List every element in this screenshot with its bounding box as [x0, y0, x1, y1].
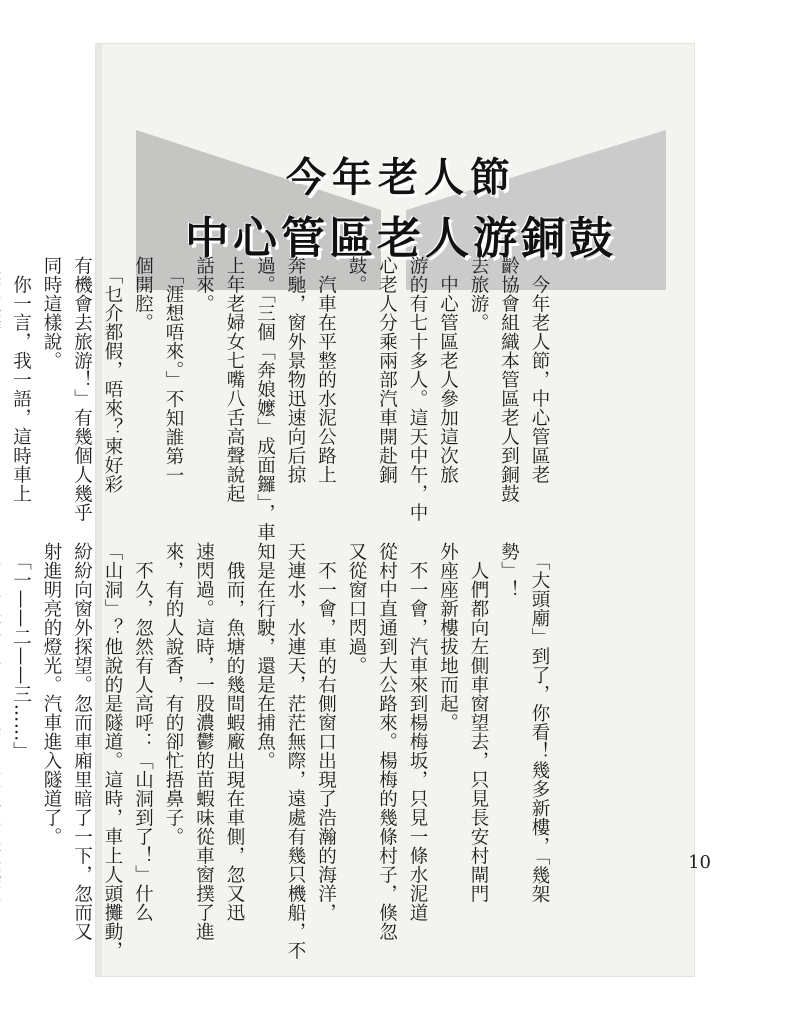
- text-column: 勢」！: [498, 542, 520, 599]
- text-column: 又從窗口閃過。: [346, 542, 367, 675]
- text-column: 鼓。: [346, 256, 367, 294]
- text-column: 「乜介都假，唔來？柬好彩: [102, 256, 123, 494]
- text-column: 不久，忽然有人高呼：「山洞到了！」什么: [132, 542, 154, 922]
- text-column: 同時這樣說。: [41, 256, 62, 370]
- text-column: 紛紛向窗外探望。忽而車廂里暗了一下，忽而又: [71, 542, 93, 941]
- text-column: 齡協會組織本管區老人到銅鼓: [498, 256, 520, 503]
- text-column: 話來。: [193, 256, 215, 313]
- text-column: 俄而，魚塘的幾間蝦廠出現在車側，忽又迅: [224, 542, 245, 922]
- text-column: 知是在行駛，還是在捕魚。: [254, 542, 276, 770]
- text-column: 速閃過。這時，一股濃鬱的苗蝦味從車窗撲了進: [193, 542, 215, 941]
- text-column: 過。「三個「奔娘嬤」成面鑼」，車: [254, 256, 276, 542]
- text-column: 上年老婦女七嘴八舌高聲說起: [224, 256, 245, 503]
- text-column: 從村中直通到大公路來。楊梅的幾條村子，倏忽: [376, 542, 398, 941]
- text-column: 不一會，車的右側窗口出現了浩瀚的海洋，: [315, 542, 337, 922]
- text-column: 「大頭廟」到了，你看！幾多新樓，「幾架: [529, 542, 550, 904]
- text-column: 射進明亮的燈光。汽車進入隧道了。: [41, 542, 62, 846]
- text-column: 「一——二——三……」: [10, 542, 32, 761]
- text-column: 「山洞」？他說的是隧道。這時，車上人頭攤動，: [102, 542, 123, 960]
- text-column: 「涯想唔來。」不知誰第一: [163, 256, 184, 485]
- title-line-2: 中心管區老人游銅鼓: [185, 213, 617, 264]
- text-column: 心老人分乘兩部汽車開赴銅: [376, 256, 398, 484]
- text-column: 游的有七十多人。這天中午，中: [407, 256, 428, 522]
- text-column: 人們都向左側車窗望去，只見長安村閘門: [468, 542, 489, 903]
- page-number: 10: [688, 852, 711, 873]
- lower-text-block: [10, 542, 554, 960]
- text-column: 天連水，水連天，茫茫無際，遠處有幾只機船，不: [285, 542, 306, 960]
- text-column: 不一會，汽車來到楊梅坂，只見一條水泥道: [407, 542, 428, 922]
- text-column: 奔馳，窗外景物迅速向后掠: [285, 256, 306, 484]
- text-column: 外座座新樓拔地而起。: [437, 542, 459, 732]
- text-column: 你一言，我一語，這時車上: [10, 256, 32, 503]
- text-column: 今年老人節，中心管區老: [529, 256, 550, 484]
- title-line-1: 今年老人節: [286, 155, 516, 201]
- text-column: 個開腔。: [132, 256, 154, 332]
- text-column: 中心管區老人參加這次旅: [437, 256, 459, 484]
- text-column: 汽車在平整的水泥公路上: [315, 256, 337, 484]
- text-column: 去旅游。: [468, 256, 489, 332]
- upper-text-block: [10, 256, 554, 542]
- text-column: 有機會去旅游！」有幾個人幾乎: [71, 256, 93, 522]
- text-column: 來，有的人說香，有的卻忙捂鼻子。: [163, 542, 184, 846]
